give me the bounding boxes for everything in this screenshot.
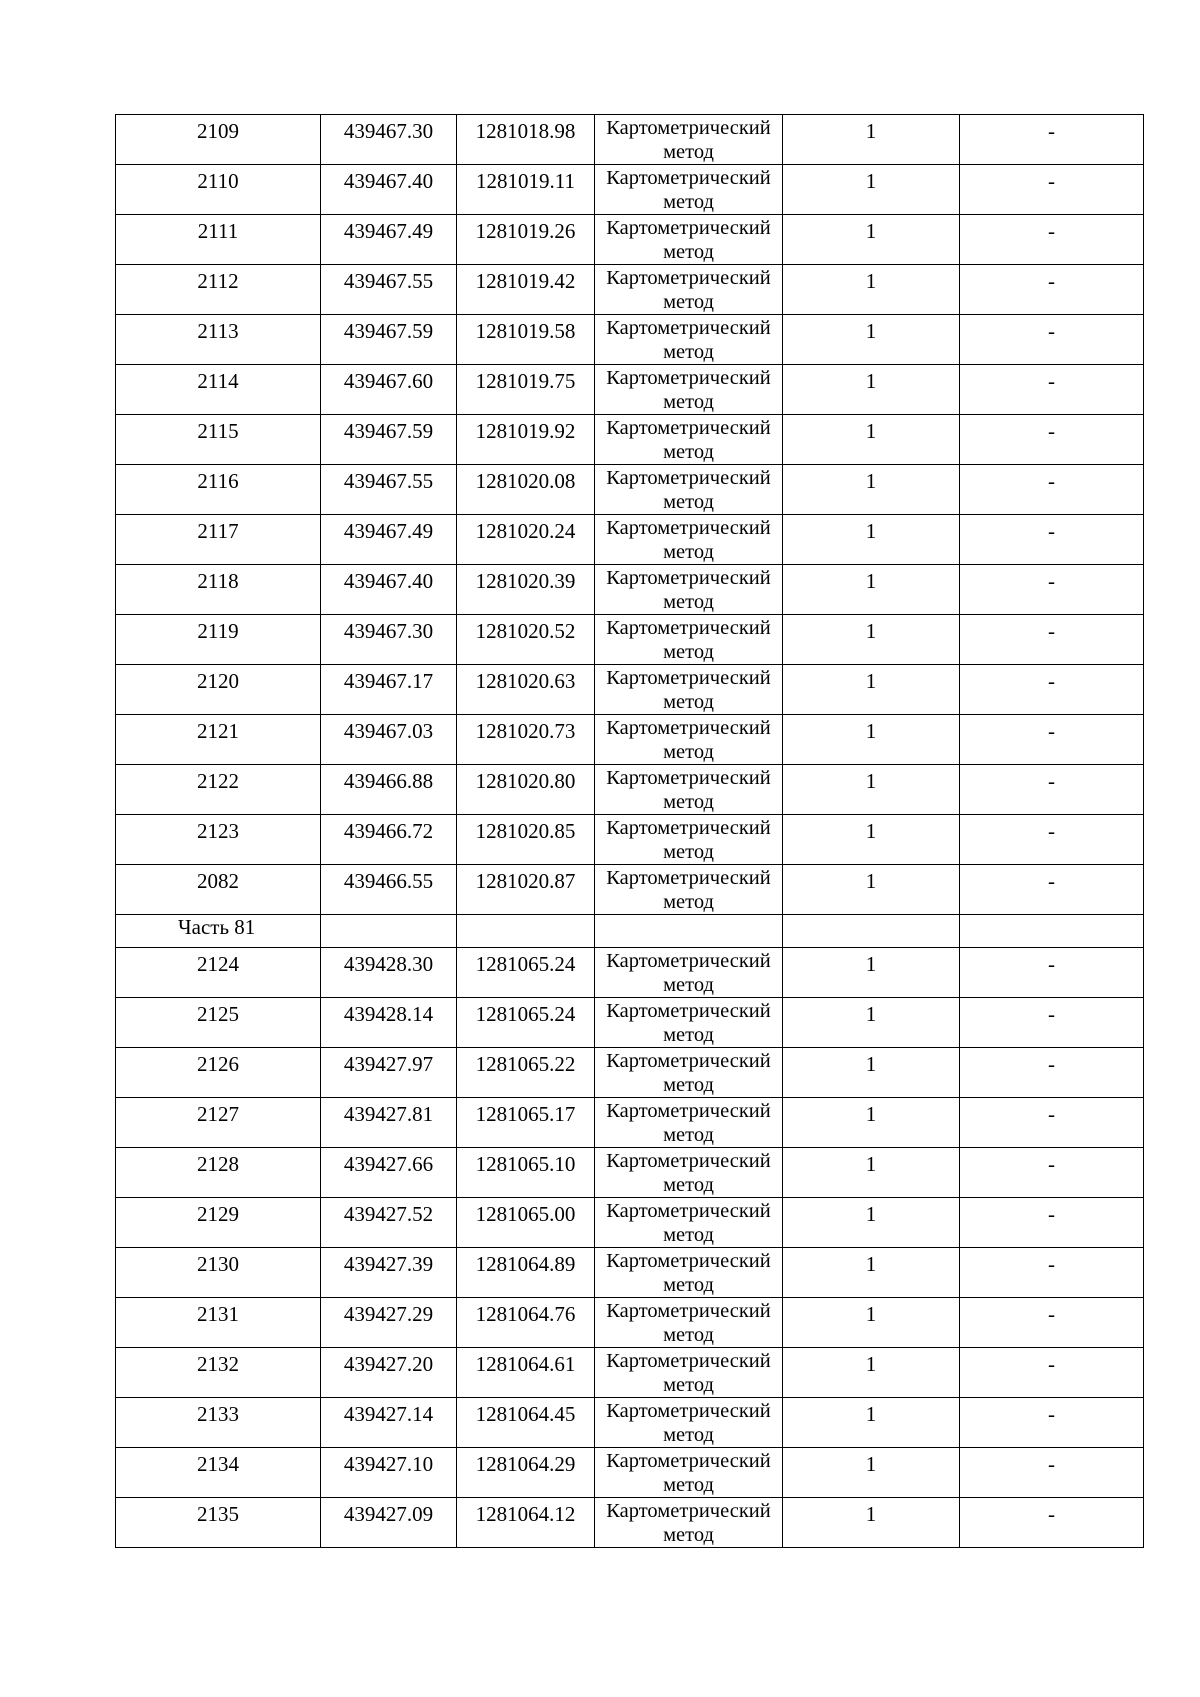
point-number-cell: 2119 <box>116 615 321 665</box>
description-cell: - <box>960 365 1144 415</box>
table-row <box>116 315 1144 365</box>
y-coordinate-cell: 1281065.10 <box>457 1148 595 1198</box>
method-cell: Картометрический метод <box>595 815 783 865</box>
x-coordinate-cell: 439427.81 <box>321 1098 457 1148</box>
empty-cell <box>321 915 457 948</box>
table-row <box>116 665 1144 715</box>
x-coordinate-cell: 439467.59 <box>321 315 457 365</box>
point-number-cell: 2123 <box>116 815 321 865</box>
accuracy-cell: 1 <box>783 1298 960 1348</box>
method-cell: Картометрический метод <box>595 765 783 815</box>
method-cell: Картометрический метод <box>595 998 783 1048</box>
point-number-cell: 2114 <box>116 365 321 415</box>
accuracy-cell: 1 <box>783 1098 960 1148</box>
accuracy-cell: 1 <box>783 315 960 365</box>
x-coordinate-cell: 439427.29 <box>321 1298 457 1348</box>
point-number-cell: 2117 <box>116 515 321 565</box>
point-number-cell: 2124 <box>116 948 321 998</box>
table-row <box>116 515 1144 565</box>
accuracy-cell: 1 <box>783 998 960 1048</box>
method-cell: Картометрический метод <box>595 115 783 165</box>
accuracy-cell: 1 <box>783 665 960 715</box>
x-coordinate-cell: 439467.40 <box>321 565 457 615</box>
method-cell: Картометрический метод <box>595 1398 783 1448</box>
accuracy-cell: 1 <box>783 765 960 815</box>
x-coordinate-cell: 439467.40 <box>321 165 457 215</box>
x-coordinate-cell: 439467.60 <box>321 365 457 415</box>
point-number-cell: 2116 <box>116 465 321 515</box>
y-coordinate-cell: 1281020.08 <box>457 465 595 515</box>
accuracy-cell: 1 <box>783 615 960 665</box>
empty-cell <box>595 915 783 948</box>
method-cell: Картометрический метод <box>595 948 783 998</box>
table-row <box>116 948 1144 998</box>
y-coordinate-cell: 1281019.58 <box>457 315 595 365</box>
point-number-cell: 2121 <box>116 715 321 765</box>
table-row <box>116 1148 1144 1198</box>
accuracy-cell: 1 <box>783 565 960 615</box>
description-cell: - <box>960 465 1144 515</box>
point-number-cell: 2120 <box>116 665 321 715</box>
description-cell: - <box>960 1498 1144 1548</box>
y-coordinate-cell: 1281019.92 <box>457 415 595 465</box>
description-cell: - <box>960 215 1144 265</box>
y-coordinate-cell: 1281020.80 <box>457 765 595 815</box>
description-cell: - <box>960 1198 1144 1248</box>
accuracy-cell: 1 <box>783 1448 960 1498</box>
table-row <box>116 1498 1144 1548</box>
x-coordinate-cell: 439428.30 <box>321 948 457 998</box>
description-cell: - <box>960 1348 1144 1398</box>
method-cell: Картометрический метод <box>595 465 783 515</box>
accuracy-cell: 1 <box>783 1198 960 1248</box>
y-coordinate-cell: 1281064.61 <box>457 1348 595 1398</box>
accuracy-cell: 1 <box>783 465 960 515</box>
y-coordinate-cell: 1281064.45 <box>457 1398 595 1448</box>
accuracy-cell: 1 <box>783 415 960 465</box>
method-cell: Картометрический метод <box>595 615 783 665</box>
section-row <box>116 915 1144 948</box>
description-cell: - <box>960 948 1144 998</box>
description-cell: - <box>960 615 1144 665</box>
table-row <box>116 1248 1144 1298</box>
x-coordinate-cell: 439427.39 <box>321 1248 457 1298</box>
description-cell: - <box>960 165 1144 215</box>
table-row <box>116 1398 1144 1448</box>
method-cell: Картометрический метод <box>595 1198 783 1248</box>
y-coordinate-cell: 1281020.63 <box>457 665 595 715</box>
x-coordinate-cell: 439427.14 <box>321 1398 457 1448</box>
accuracy-cell: 1 <box>783 815 960 865</box>
point-number-cell: 2115 <box>116 415 321 465</box>
x-coordinate-cell: 439427.09 <box>321 1498 457 1548</box>
x-coordinate-cell: 439467.30 <box>321 615 457 665</box>
point-number-cell: 2118 <box>116 565 321 615</box>
method-cell: Картометрический метод <box>595 1348 783 1398</box>
accuracy-cell: 1 <box>783 1348 960 1398</box>
table-row <box>116 998 1144 1048</box>
y-coordinate-cell: 1281020.39 <box>457 565 595 615</box>
point-number-cell: 2109 <box>116 115 321 165</box>
x-coordinate-cell: 439467.55 <box>321 465 457 515</box>
point-number-cell: 2125 <box>116 998 321 1048</box>
point-number-cell: 2132 <box>116 1348 321 1398</box>
accuracy-cell: 1 <box>783 1048 960 1098</box>
accuracy-cell: 1 <box>783 165 960 215</box>
y-coordinate-cell: 1281064.89 <box>457 1248 595 1298</box>
description-cell: - <box>960 998 1144 1048</box>
point-number-cell: 2131 <box>116 1298 321 1348</box>
accuracy-cell: 1 <box>783 365 960 415</box>
point-number-cell: 2113 <box>116 315 321 365</box>
empty-cell <box>783 915 960 948</box>
accuracy-cell: 1 <box>783 865 960 915</box>
method-cell: Картометрический метод <box>595 315 783 365</box>
empty-cell <box>960 915 1144 948</box>
table-row <box>116 1098 1144 1148</box>
table-row <box>116 1348 1144 1398</box>
y-coordinate-cell: 1281064.29 <box>457 1448 595 1498</box>
method-cell: Картометрический метод <box>595 365 783 415</box>
table-row <box>116 765 1144 815</box>
y-coordinate-cell: 1281020.73 <box>457 715 595 765</box>
point-number-cell: 2110 <box>116 165 321 215</box>
accuracy-cell: 1 <box>783 115 960 165</box>
y-coordinate-cell: 1281018.98 <box>457 115 595 165</box>
method-cell: Картометрический метод <box>595 1098 783 1148</box>
method-cell: Картометрический метод <box>595 1498 783 1548</box>
point-number-cell: 2130 <box>116 1248 321 1298</box>
description-cell: - <box>960 1398 1144 1448</box>
y-coordinate-cell: 1281064.76 <box>457 1298 595 1348</box>
accuracy-cell: 1 <box>783 265 960 315</box>
x-coordinate-cell: 439427.10 <box>321 1448 457 1498</box>
accuracy-cell: 1 <box>783 215 960 265</box>
y-coordinate-cell: 1281065.24 <box>457 998 595 1048</box>
table-row <box>116 1448 1144 1498</box>
description-cell: - <box>960 265 1144 315</box>
y-coordinate-cell: 1281019.26 <box>457 215 595 265</box>
table-row <box>116 715 1144 765</box>
x-coordinate-cell: 439427.97 <box>321 1048 457 1098</box>
point-number-cell: 2128 <box>116 1148 321 1198</box>
x-coordinate-cell: 439467.49 <box>321 215 457 265</box>
method-cell: Картометрический метод <box>595 1448 783 1498</box>
coordinates-table-body <box>116 115 1144 1548</box>
point-number-cell: 2122 <box>116 765 321 815</box>
x-coordinate-cell: 439466.72 <box>321 815 457 865</box>
table-row <box>116 1198 1144 1248</box>
x-coordinate-cell: 439427.66 <box>321 1148 457 1198</box>
description-cell: - <box>960 565 1144 615</box>
table-row <box>116 215 1144 265</box>
y-coordinate-cell: 1281065.17 <box>457 1098 595 1148</box>
point-number-cell: 2112 <box>116 265 321 315</box>
accuracy-cell: 1 <box>783 1248 960 1298</box>
y-coordinate-cell: 1281019.75 <box>457 365 595 415</box>
table-row <box>116 415 1144 465</box>
y-coordinate-cell: 1281020.24 <box>457 515 595 565</box>
y-coordinate-cell: 1281020.87 <box>457 865 595 915</box>
description-cell: - <box>960 815 1144 865</box>
empty-cell <box>457 915 595 948</box>
description-cell: - <box>960 765 1144 815</box>
accuracy-cell: 1 <box>783 948 960 998</box>
point-number-cell: 2133 <box>116 1398 321 1448</box>
method-cell: Картометрический метод <box>595 1148 783 1198</box>
x-coordinate-cell: 439467.30 <box>321 115 457 165</box>
accuracy-cell: 1 <box>783 1498 960 1548</box>
x-coordinate-cell: 439427.52 <box>321 1198 457 1248</box>
accuracy-cell: 1 <box>783 1148 960 1198</box>
table-row <box>116 465 1144 515</box>
method-cell: Картометрический метод <box>595 865 783 915</box>
x-coordinate-cell: 439467.03 <box>321 715 457 765</box>
accuracy-cell: 1 <box>783 515 960 565</box>
description-cell: - <box>960 515 1144 565</box>
method-cell: Картометрический метод <box>595 715 783 765</box>
table-row <box>116 615 1144 665</box>
x-coordinate-cell: 439467.49 <box>321 515 457 565</box>
description-cell: - <box>960 315 1144 365</box>
description-cell: - <box>960 1448 1144 1498</box>
coordinates-table <box>115 114 1144 1548</box>
point-number-cell: 2126 <box>116 1048 321 1098</box>
x-coordinate-cell: 439467.59 <box>321 415 457 465</box>
description-cell: - <box>960 1298 1144 1348</box>
point-number-cell: 2129 <box>116 1198 321 1248</box>
description-cell: - <box>960 1048 1144 1098</box>
y-coordinate-cell: 1281065.22 <box>457 1048 595 1098</box>
description-cell: - <box>960 665 1144 715</box>
table-row <box>116 865 1144 915</box>
method-cell: Картометрический метод <box>595 265 783 315</box>
method-cell: Картометрический метод <box>595 215 783 265</box>
x-coordinate-cell: 439427.20 <box>321 1348 457 1398</box>
point-number-cell: 2135 <box>116 1498 321 1548</box>
method-cell: Картометрический метод <box>595 565 783 615</box>
table-row <box>116 165 1144 215</box>
table-row <box>116 365 1144 415</box>
method-cell: Картометрический метод <box>595 165 783 215</box>
table-row <box>116 1048 1144 1098</box>
y-coordinate-cell: 1281065.24 <box>457 948 595 998</box>
x-coordinate-cell: 439467.17 <box>321 665 457 715</box>
method-cell: Картометрический метод <box>595 665 783 715</box>
method-cell: Картометрический метод <box>595 515 783 565</box>
table-row <box>116 115 1144 165</box>
y-coordinate-cell: 1281020.52 <box>457 615 595 665</box>
x-coordinate-cell: 439467.55 <box>321 265 457 315</box>
x-coordinate-cell: 439466.55 <box>321 865 457 915</box>
method-cell: Картометрический метод <box>595 1298 783 1348</box>
section-label: Часть 81 <box>116 915 321 948</box>
description-cell: - <box>960 1148 1144 1198</box>
x-coordinate-cell: 439466.88 <box>321 765 457 815</box>
y-coordinate-cell: 1281020.85 <box>457 815 595 865</box>
method-cell: Картометрический метод <box>595 1248 783 1298</box>
table-row <box>116 265 1144 315</box>
description-cell: - <box>960 715 1144 765</box>
y-coordinate-cell: 1281064.12 <box>457 1498 595 1548</box>
accuracy-cell: 1 <box>783 715 960 765</box>
method-cell: Картометрический метод <box>595 415 783 465</box>
point-number-cell: 2082 <box>116 865 321 915</box>
description-cell: - <box>960 1098 1144 1148</box>
table-row <box>116 1298 1144 1348</box>
y-coordinate-cell: 1281019.42 <box>457 265 595 315</box>
table-row <box>116 815 1144 865</box>
table-row <box>116 565 1144 615</box>
description-cell: - <box>960 415 1144 465</box>
x-coordinate-cell: 439428.14 <box>321 998 457 1048</box>
point-number-cell: 2127 <box>116 1098 321 1148</box>
description-cell: - <box>960 865 1144 915</box>
accuracy-cell: 1 <box>783 1398 960 1448</box>
y-coordinate-cell: 1281019.11 <box>457 165 595 215</box>
description-cell: - <box>960 1248 1144 1298</box>
point-number-cell: 2134 <box>116 1448 321 1498</box>
method-cell: Картометрический метод <box>595 1048 783 1098</box>
description-cell: - <box>960 115 1144 165</box>
y-coordinate-cell: 1281065.00 <box>457 1198 595 1248</box>
point-number-cell: 2111 <box>116 215 321 265</box>
